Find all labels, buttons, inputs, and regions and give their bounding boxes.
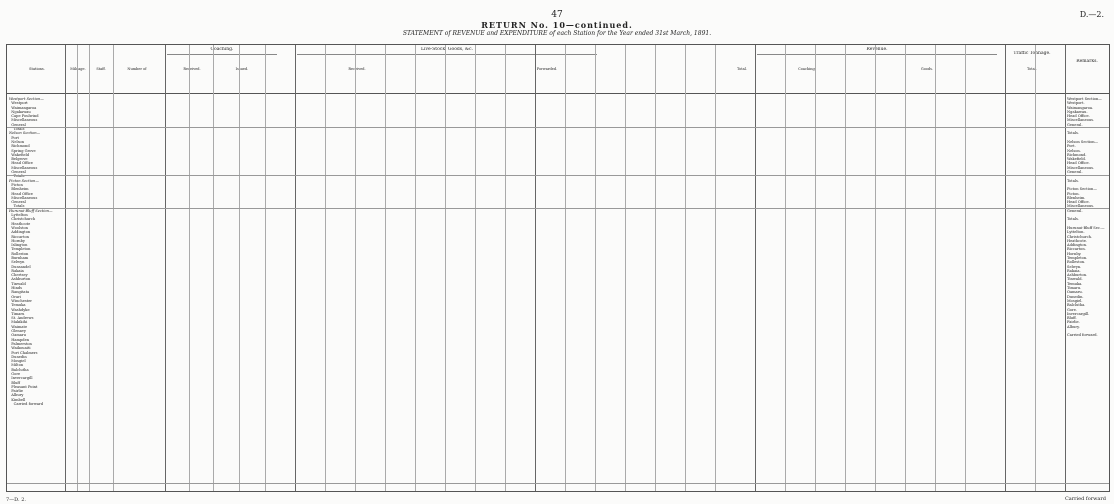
remarks-entry: Head Office. [1067,114,1090,119]
column-rule [325,45,326,491]
remarks-entry: Christchurch. [1067,234,1093,239]
column-rule [655,45,656,491]
column-rule [1035,45,1036,491]
col-header-issued: Issued. [235,67,249,71]
column-rule [715,45,716,491]
station-name: Hampden [9,337,30,342]
column-rule [875,45,876,491]
remarks-entry: Balclutha. [1067,303,1086,308]
station-name: Cape Foulwind [9,114,39,119]
station-group-total: Totals [9,127,25,132]
column-rule [265,45,266,491]
remarks-entry: Picton Section— [1067,187,1097,192]
station-name: Oamaru [9,333,26,338]
remarks-entry: Mosgiel. [1067,298,1083,303]
column-rule [355,45,356,491]
station-name: Miscellaneous [9,195,38,200]
column-rule [845,45,846,491]
remarks-entry: Port. [1067,144,1076,149]
station-name: Temuka [9,303,26,308]
band-coaching: Coaching. [210,47,234,52]
station-name: Hinds [9,286,23,291]
column-rule [935,45,936,491]
station-name: Miscellaneous [9,118,38,123]
station-name: Rangitata [9,290,30,295]
column-rule [815,45,816,491]
col-header-received-goods: Received. [348,67,366,71]
station-name: Dunedin [9,354,27,359]
station-name: Invercargill [9,376,33,381]
band-rule [297,54,597,55]
station-name: Waimate [9,324,28,329]
station-group-label: Picton Section— [9,178,39,183]
document-reference: D.—2. [1079,10,1104,19]
column-rule [755,45,756,491]
station-name: Rakaia [9,268,24,273]
remarks-entry: Heathcote. [1067,238,1088,243]
column-rule [165,45,166,491]
band-livestock: Live-Stock, Goods, &c. [421,47,473,52]
remarks-entry: Invercargill. [1067,311,1090,316]
remarks-entry: General. [1067,208,1083,213]
column-rule [385,45,386,491]
stations-column [9,97,65,406]
table-header [7,45,1109,94]
column-rule [445,45,446,491]
remarks-entry: Wakefield. [1067,157,1086,162]
station-name: Richmond [9,144,30,149]
station-name: Mosgiel [9,359,26,364]
remarks-entry: Hornby. [1067,251,1082,256]
band-rule [757,54,997,55]
station-name: Chertsey [9,273,28,278]
station-name: Head Office [9,161,33,166]
station-name: General [9,170,26,175]
station-name: Milton [9,363,24,368]
station-name: Selwyn [9,260,25,265]
station-name: Gore [9,372,21,376]
remarks-entry: Head Office. [1067,200,1090,205]
remarks-entry: Dunedin. [1067,294,1084,299]
remarks-entry: Lyttelton. [1067,230,1085,235]
station-name: Winchester [9,298,32,303]
station-name: Waimangaroa [9,105,37,110]
station-name: Blenheim [9,187,29,192]
column-rule [1065,45,1066,491]
column-rule [213,45,214,491]
remarks-entry: Carried forward. [1067,333,1098,338]
station-name: Christchurch [9,217,36,222]
station-name: Heathcote [9,221,31,226]
station-group-total: Carried forward [9,402,44,407]
station-name: Orari [9,294,21,299]
station-name: Woolston [9,225,28,230]
station-name: Washdyke [9,307,30,312]
column-rule [1005,45,1006,491]
station-group-label: Nelson Section— [9,131,41,136]
remarks-entry: Nelson Section— [1067,139,1099,144]
station-name: Head Office [9,191,33,196]
column-rule [785,45,786,491]
document-subtitle: STATEMENT of REVENUE and EXPENDITURE of each Station for the Year ended 31st March, 1891. [402,30,712,37]
column-rule [505,45,506,491]
remarks-entry: Templeton. [1067,255,1088,260]
carried-forward-label: Carried forward [1064,496,1106,502]
statement-table [6,44,1110,492]
station-name: Port [9,135,19,140]
remarks-entry: Temuka. [1067,281,1083,286]
station-name: Ngakawau [9,109,31,114]
remarks-entry: Richmond. [1067,152,1087,157]
station-name: Dunsandel [9,264,31,269]
station-name: General [9,122,26,127]
column-rule [415,45,416,491]
station-group-label: Hurunui-Bluff Section— [9,208,53,213]
remarks-entry: Miscellaneous. [1067,118,1095,123]
remarks-entry: Hurunui-Bluff Sec.— [1067,225,1105,230]
station-name: Islington [9,243,28,248]
remarks-entry: Totals. [1067,131,1080,136]
station-name: Burnham [9,255,29,260]
station-name: Picton [9,182,23,187]
column-rule [239,45,240,491]
remarks-entry: Totals. [1067,178,1080,183]
station-name: Nelson [9,139,25,144]
column-rule [113,45,114,491]
column-rule [625,45,626,491]
totals-rule [7,208,1109,209]
document-title: RETURN No. 10—continued. [481,20,633,30]
station-name: Waikouaiti [9,346,31,351]
station-name: Pleasant Point [9,384,38,389]
remarks-entry: Head Office. [1067,161,1090,166]
remarks-entry: Rolleston. [1067,260,1086,265]
station-name: Albury [9,393,24,398]
column-rule [595,45,596,491]
remarks-entry: General. [1067,170,1083,175]
station-group-total: Totals [9,204,25,209]
station-name: Wakefield [9,152,30,157]
station-name: Port Chalmers [9,350,38,355]
col-header-coaching: Coaching. [798,67,816,71]
remarks-entry: Ngakawau. [1067,109,1088,114]
signature-mark: 7—D. 2. [6,497,26,503]
station-name: Timaru [9,311,25,316]
remarks-entry: Totals. [1067,217,1080,222]
col-header-stations: Stations. [29,67,45,71]
remarks-entry: Timaru. [1067,286,1082,291]
remarks-entry: Rakaia. [1067,268,1081,273]
remarks-entry: Picton. [1067,191,1080,196]
band-revenue: Revenue. [866,47,888,52]
column-rule [475,45,476,491]
station-group-total: Totals [9,174,25,179]
column-rule [65,45,66,491]
remarks-entry: Waimangaroa. [1067,105,1094,110]
remarks-entry: Miscellaneous. [1067,165,1095,170]
remarks-entry: Blenheim. [1067,195,1086,200]
remarks-entry: Tinwald. [1067,277,1083,282]
station-name: Westport [9,101,28,106]
remarks-column [1067,97,1107,338]
station-group-label: Westport Section— [9,97,44,101]
station-name: Glenavy [9,329,26,334]
station-name: Tinwald [9,281,26,286]
station-name: General [9,200,26,205]
station-name: Hornby [9,238,25,243]
remarks-entry: Oamaru. [1067,290,1083,295]
column-rule [189,45,190,491]
station-name: Miscellaneous [9,165,38,170]
remarks-entry: Westport. [1067,101,1085,106]
station-name: Spring Grove [9,148,36,153]
remarks-entry: Miscellaneous. [1067,204,1095,209]
col-header-number: Number of [127,67,147,71]
totals-rule [7,483,1109,484]
remarks-entry: Fairlie. [1067,320,1080,325]
remarks-entry: Ashburton. [1067,273,1088,278]
remarks-entry: Addington. [1067,243,1088,248]
band-remarks: Remarks. [1076,59,1098,64]
column-rule [905,45,906,491]
remarks-entry: Gore. [1067,307,1078,312]
band-rule [167,54,277,55]
station-name: Kimbell [9,397,26,402]
station-name: Rolleston [9,251,29,256]
col-header-forwarded: Forwarded. [536,67,558,71]
column-rule [77,45,78,491]
column-rule [535,45,536,491]
station-name: Riccarton [9,234,29,239]
station-name: Palmerston [9,341,32,346]
column-rule [565,45,566,491]
station-name: Balclutha [9,367,29,372]
station-name: St. Andrews [9,316,34,321]
page-number: 47 [551,10,563,20]
col-header-total-revenue: Total. [1027,67,1037,71]
col-header-staff: Staff. [96,67,106,71]
remarks-entry: General. [1067,122,1083,127]
station-name: Makikihi [9,320,28,325]
band-traffic: Traffic Tonnage. [1013,51,1051,56]
remarks-entry: Westport Section— [1067,97,1102,101]
col-header-mileage: Mileage. [70,67,86,71]
station-name: Addington [9,230,31,235]
remarks-entry: Bluff. [1067,316,1077,321]
remarks-entry: Albury. [1067,324,1080,329]
column-rule [965,45,966,491]
station-name: Bluff [9,380,20,385]
col-header-received: Received. [183,67,201,71]
totals-rule [7,127,1109,128]
station-name: Ashburton [9,277,31,282]
column-rule [295,45,296,491]
station-name: Lyttelton [9,213,28,218]
remarks-entry: Selwyn. [1067,264,1082,269]
station-name: Fairlie [9,389,23,394]
column-rule [89,45,90,491]
column-rule [685,45,686,491]
station-name: Templeton [9,247,31,252]
remarks-entry: Nelson. [1067,148,1081,153]
col-header-goods: Goods. [920,67,934,71]
station-name: Belgrove [9,157,28,162]
col-header-total: Total. [737,67,747,71]
remarks-entry: Riccarton. [1067,247,1086,252]
